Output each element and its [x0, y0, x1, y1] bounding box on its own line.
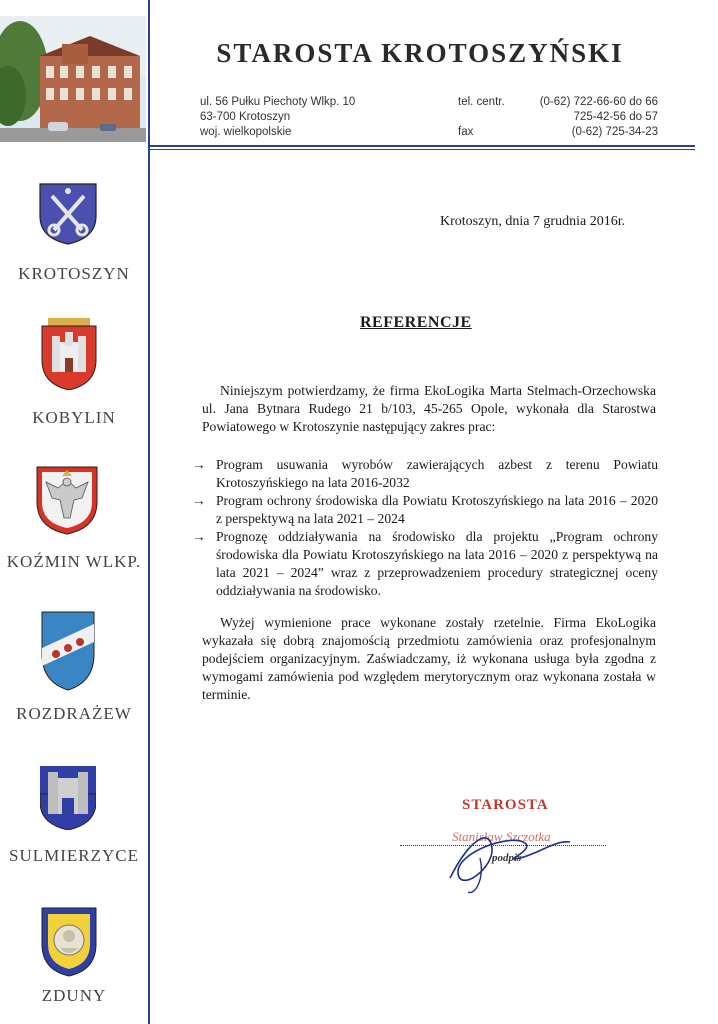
list-item — [192, 528, 658, 600]
kozmin-crest-icon — [34, 464, 100, 541]
list-item — [192, 492, 658, 528]
rozdrazew-crest-icon — [38, 608, 98, 697]
sulmierzyce-crest-icon — [40, 766, 96, 835]
town-name: ZDUNY — [41, 986, 107, 1005]
arrow-right-icon: → — [192, 529, 206, 544]
town-name: KOŹMIN WLKP. — [6, 552, 142, 571]
starostwo-building-photo — [0, 16, 146, 142]
contact-value: (0-62) 725-34-23 — [571, 126, 658, 138]
contact-value: (0-62) 722-66-60 do 66 — [539, 96, 658, 108]
contact-block — [458, 95, 658, 140]
list-item — [192, 456, 658, 492]
address-line: 63-700 Krotoszyn — [200, 111, 291, 123]
letter-date: Krotoszyn, dnia 7 grudnia 2016r. — [440, 214, 626, 229]
header-divider — [150, 145, 695, 147]
margin-divider-vertical — [148, 0, 150, 1024]
signature-caption: podpis — [492, 852, 522, 864]
contact-value: 725-42-56 do 57 — [573, 111, 658, 123]
town-name: KOBYLIN — [32, 408, 116, 427]
kobylin-crest-icon — [40, 318, 98, 395]
works-list — [192, 456, 658, 600]
list-item-text: Program ochrony środowiska dla Powiatu Krotoszyńskiego na lata 2016 – 2020 z perspektywą na lata 2021 – 2024 — [216, 493, 658, 526]
list-item-text: Prognozę oddziaływania na środowisko dla projektu „Program ochrony środowiska dla Powiatu Krotoszyńskiego na lata 2016 – 2020 z perspektywą na lata 2021 – 2024” wraz z przeprowadzeniem procedury strategicznej oceny oddziaływania na środowisko. — [216, 529, 658, 598]
closing-paragraph: Wyżej wymienione prace wykonane zostały rzetelnie. Firma EkoLogika wykazała się dobrą znajomością przedmiotu zamówienia oraz profesjonalnym podejściem organizacyjnym. Zaświadczamy, iż wykonana usługa była zgodna z wymogami zamówienia pod względem merytorycznym oraz wykonana została w terminie. — [202, 615, 656, 702]
address-line: woj. wielkopolskie — [200, 126, 292, 138]
signatory-name-stamp: Stanisław Szczotka — [452, 829, 551, 844]
list-item-text: Program usuwania wyrobów zawierających azbest z terenu Powiatu Krotoszyńskiego na lata 2016-2032 — [216, 457, 658, 490]
letterhead-title: STAROSTA KROTOSZYŃSKI — [216, 38, 624, 68]
town-name: ROZDRAŻEW — [16, 704, 132, 723]
town-name: SULMIERZYCE — [9, 846, 139, 865]
signatory-title-stamp: STAROSTA — [462, 797, 549, 813]
address-line: ul. 56 Pułku Piechoty Wlkp. 10 — [200, 96, 356, 108]
contact-label: fax — [458, 126, 474, 138]
town-name: KROTOSZYN — [18, 264, 130, 283]
krotoszyn-crest-icon — [36, 180, 100, 251]
header-divider-thin — [150, 149, 695, 150]
intro-paragraph: Niniejszym potwierdzamy, że firma EkoLogika Marta Stelmach-Orzechowska ul. Jana Bytnara Rudego 21 b/103, 45-265 Opole, wykonała dla Starostwa Powiatowego w Krotoszynie następujący zakres prac: — [202, 383, 656, 434]
arrow-right-icon: → — [192, 493, 206, 508]
address-block — [200, 95, 355, 140]
arrow-right-icon: → — [192, 457, 206, 472]
zduny-crest-icon — [40, 906, 98, 983]
contact-label: tel. centr. — [458, 96, 505, 108]
signature-line — [400, 845, 606, 846]
letter-heading: REFERENCJE — [360, 314, 472, 331]
